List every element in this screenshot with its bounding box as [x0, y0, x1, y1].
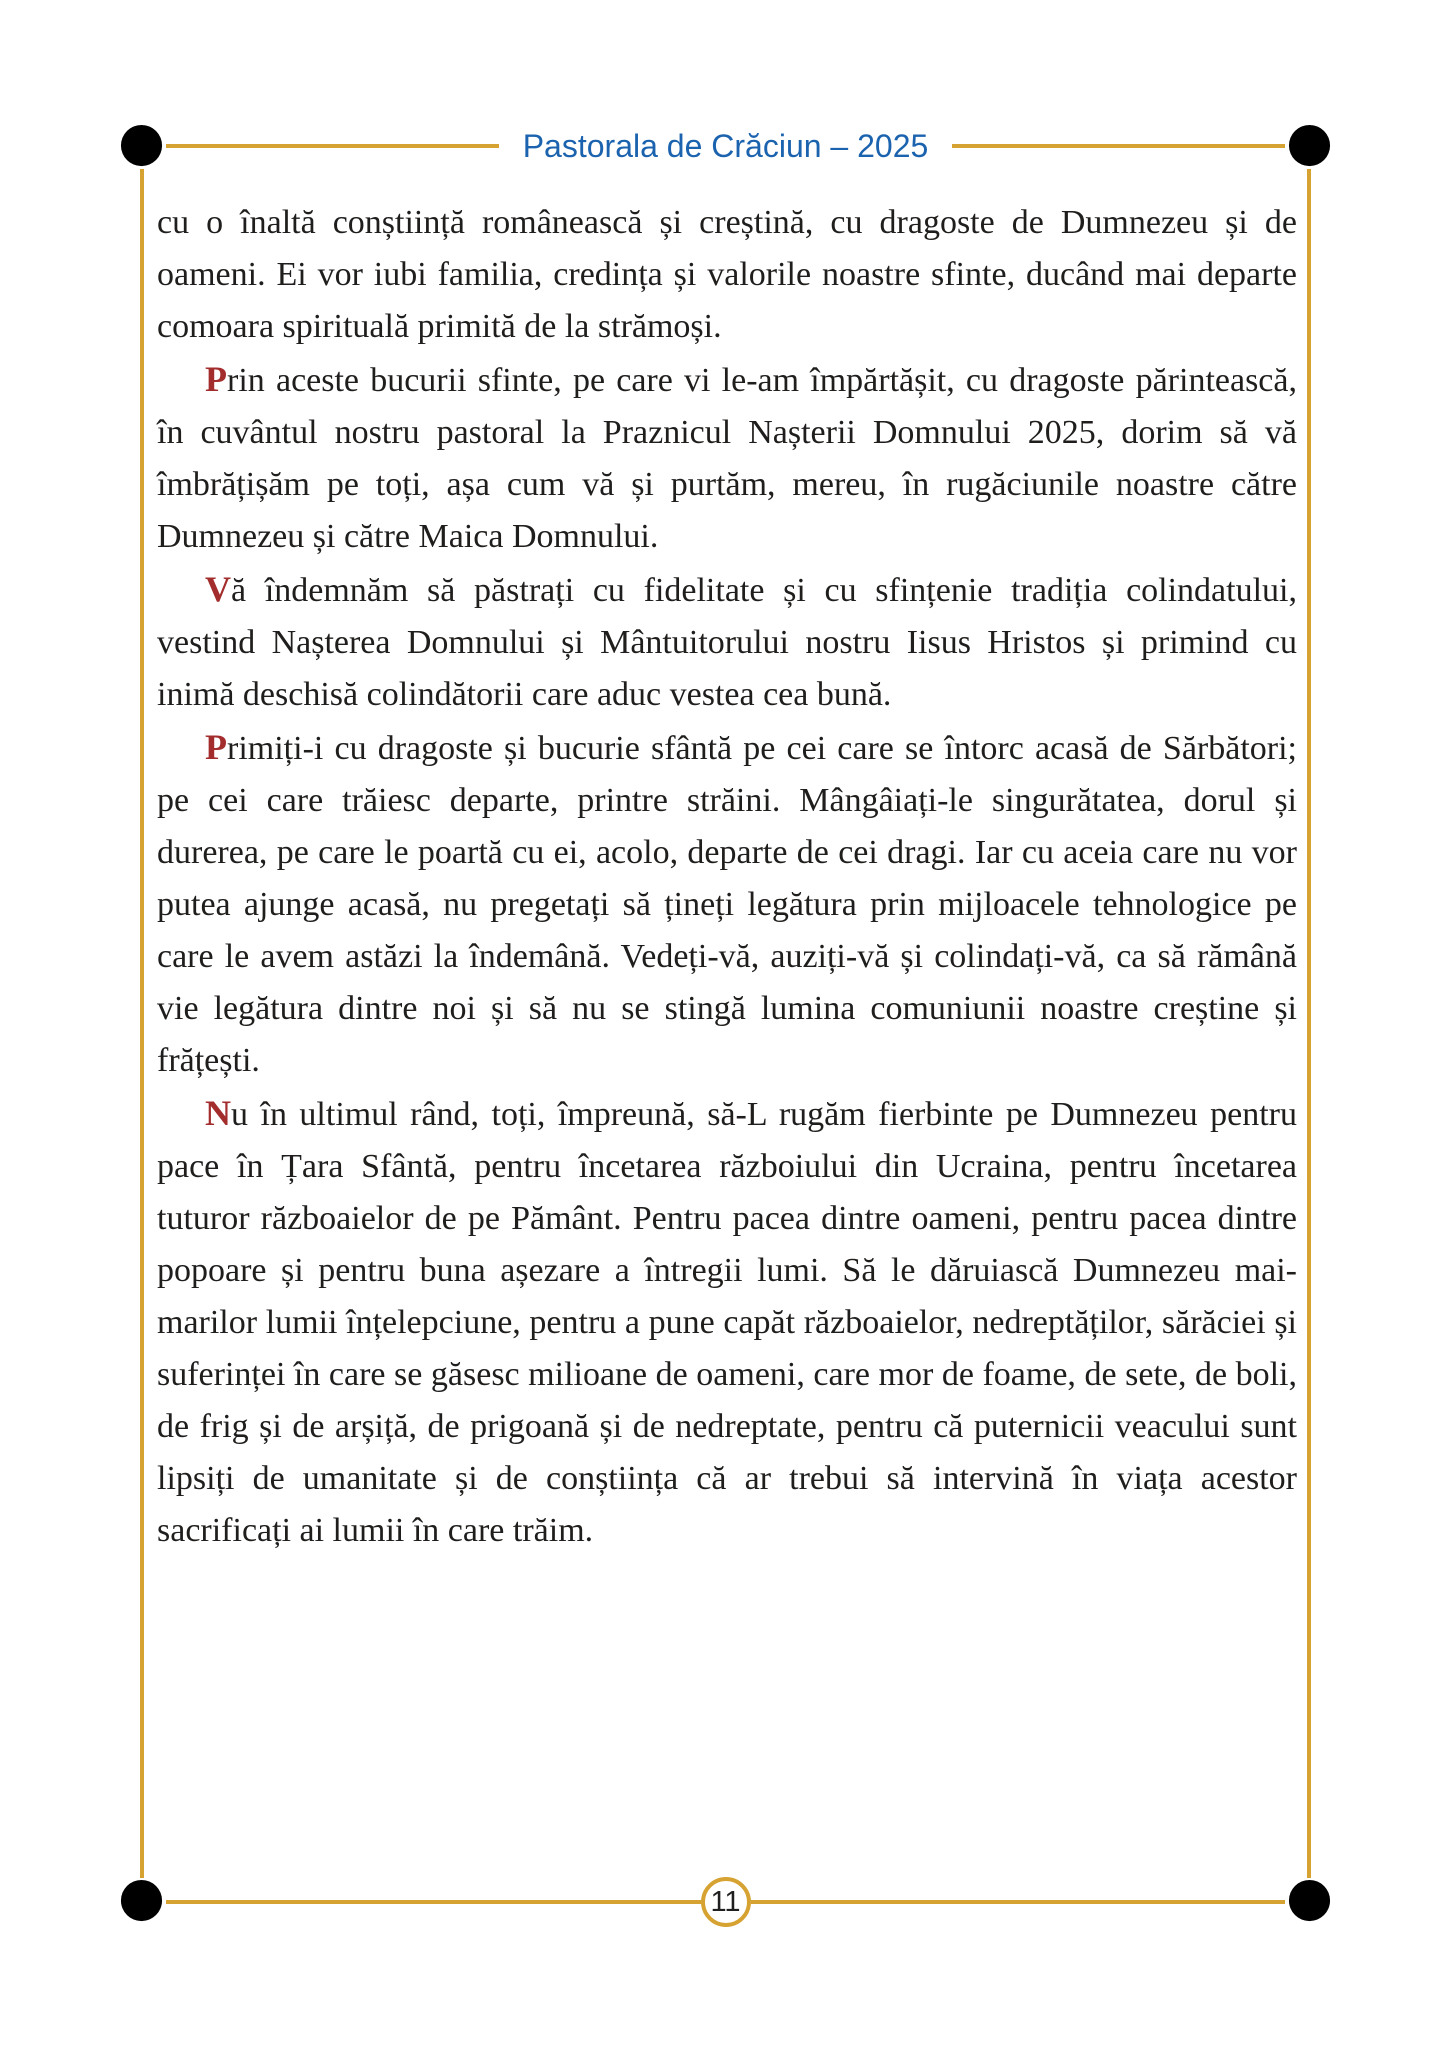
- page-title: Pastorala de Crăciun – 2025: [522, 128, 929, 164]
- footer-rule-right: [751, 1900, 1286, 1904]
- page-number-medallion: [701, 1877, 751, 1927]
- corner-cross-medallion-icon: [118, 1877, 165, 1924]
- pastoral-letter-text: [157, 197, 1297, 1557]
- paragraph: cu o înaltă conștiință românească și creștină, cu dragoste de Dumnezeu și de oameni. Ei vor iubi familia, credința și valorile noastre sfinte, ducând mai departe comoara spirituală primită de la strămoși.: [157, 204, 1297, 345]
- header-rule-right: [952, 144, 1285, 148]
- corner-cross-medallion-icon: [118, 122, 165, 169]
- frame-right-border: [1307, 169, 1311, 1878]
- page-number: 11: [710, 1885, 741, 1918]
- paragraph: Nu în ultimul rând, toți, împreună, să-L rugăm fierbinte pe Dumnezeu pentru pace în Țara Sfântă, pentru încetarea războiului din Ucraina, pentru încetarea tuturor războaielor de pe Pământ. Pentru pacea dintre oameni, pentru pacea dintre popoare și pentru buna așezare a întregii lumi. Să le dăruiască Dumnezeu mai-marilor lumii înțelepciune, pentru a pune capăt războaielor, nedreptăților, sărăciei și suferinței în care se găsesc milioane de oameni, care mor de foame, de sete, de boli, de frig și de arșiță, de prigoană și de nedreptate, pentru că puternicii veacului sunt lipsiți de umanitate și de conștiința că ar trebui să intervină în viața acestor sacrificați ai lumii în care trăim.: [157, 1093, 1297, 1549]
- corner-cross-medallion-icon: [1286, 1877, 1333, 1924]
- frame-left-border: [140, 169, 144, 1878]
- paragraph: Vă îndemnăm să păstrați cu fidelitate și cu sfințenie tradiția colindatului, vestind Nașterea Domnului și Mântuitorului nostru Iisus Hristos și primind cu inimă deschisă colindătorii care aduc vestea cea bună.: [157, 569, 1297, 713]
- paragraph-initial: P: [205, 359, 228, 399]
- paragraph-initial: N: [205, 1093, 232, 1133]
- corner-cross-medallion-icon: [1286, 122, 1333, 169]
- paragraph-initial: P: [205, 727, 228, 767]
- paragraph-initial: V: [205, 569, 232, 609]
- page-footer: [166, 1873, 1285, 1931]
- running-header: [166, 122, 1285, 170]
- paragraph: Prin aceste bucurii sfinte, pe care vi le-am împărtășit, cu dragoste părintească, în cuvântul nostru pastoral la Praznicul Nașterii Domnului 2025, dorim să vă îmbrățișăm pe toți, așa cum vă și purtăm, mereu, în rugăciunile noastre către Dumnezeu și către Maica Domnului.: [157, 359, 1297, 555]
- header-rule-left: [166, 144, 499, 148]
- paragraph: Primiți-i cu dragoste și bucurie sfântă pe cei care se întorc acasă de Sărbători; pe cei care trăiesc departe, printre străini. Mângâiați-le singurătatea, dorul și durerea, pe care le poartă cu ei, acolo, departe de cei dragi. Iar cu aceia care nu vor putea ajunge acasă, nu pregetați să țineți legătura prin mijloacele tehnologice pe care le avem astăzi la îndemână. Vedeți-vă, auziți-vă și colindați-vă, ca să rămână vie legătura dintre noi și să nu se stingă lumina comuniunii noastre creștine și frățești.: [157, 727, 1297, 1079]
- footer-rule-left: [166, 1900, 701, 1904]
